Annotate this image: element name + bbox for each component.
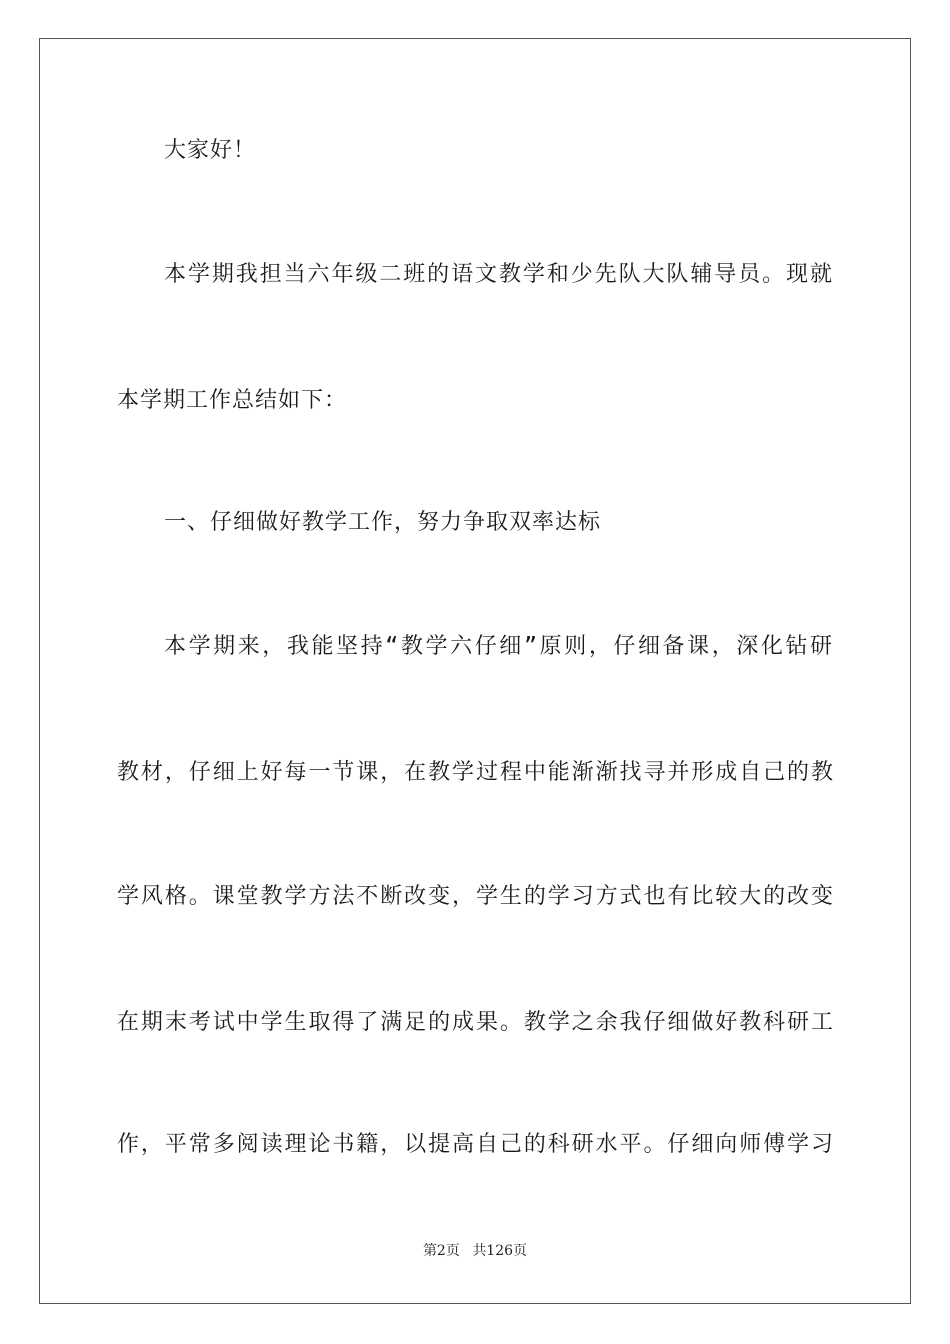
body-line: 在期末考试中学生取得了满足的成果。教学之余我仔细做好教科研工 xyxy=(117,1010,833,1035)
page-border xyxy=(39,38,911,1304)
body-line: 学风格。课堂教学方法不断改变，学生的学习方式也有比较大的改变 xyxy=(117,884,833,909)
body-line: 作，平常多阅读理论书籍，以提高自己的科研水平。仔细向师傅学习 xyxy=(117,1132,833,1157)
body-line: 本学期来，我能坚持“教学六仔细”原则，仔细备课，深化钻研 xyxy=(164,634,832,659)
page-footer xyxy=(0,1242,950,1260)
page-total: 共126页 xyxy=(472,1243,528,1259)
section-heading: 一、仔细做好教学工作，努力争取双率达标 xyxy=(164,510,602,535)
body-line: 本学期我担当六年级二班的语文教学和少先队大队辅导员。现就 xyxy=(164,262,832,287)
greeting-line: 大家好！ xyxy=(164,138,257,163)
body-line: 教材，仔细上好每一节课，在教学过程中能渐渐找寻并形成自己的教 xyxy=(117,760,833,785)
body-line: 本学期工作总结如下： xyxy=(117,388,348,413)
page-number: 第2页 xyxy=(422,1243,460,1259)
